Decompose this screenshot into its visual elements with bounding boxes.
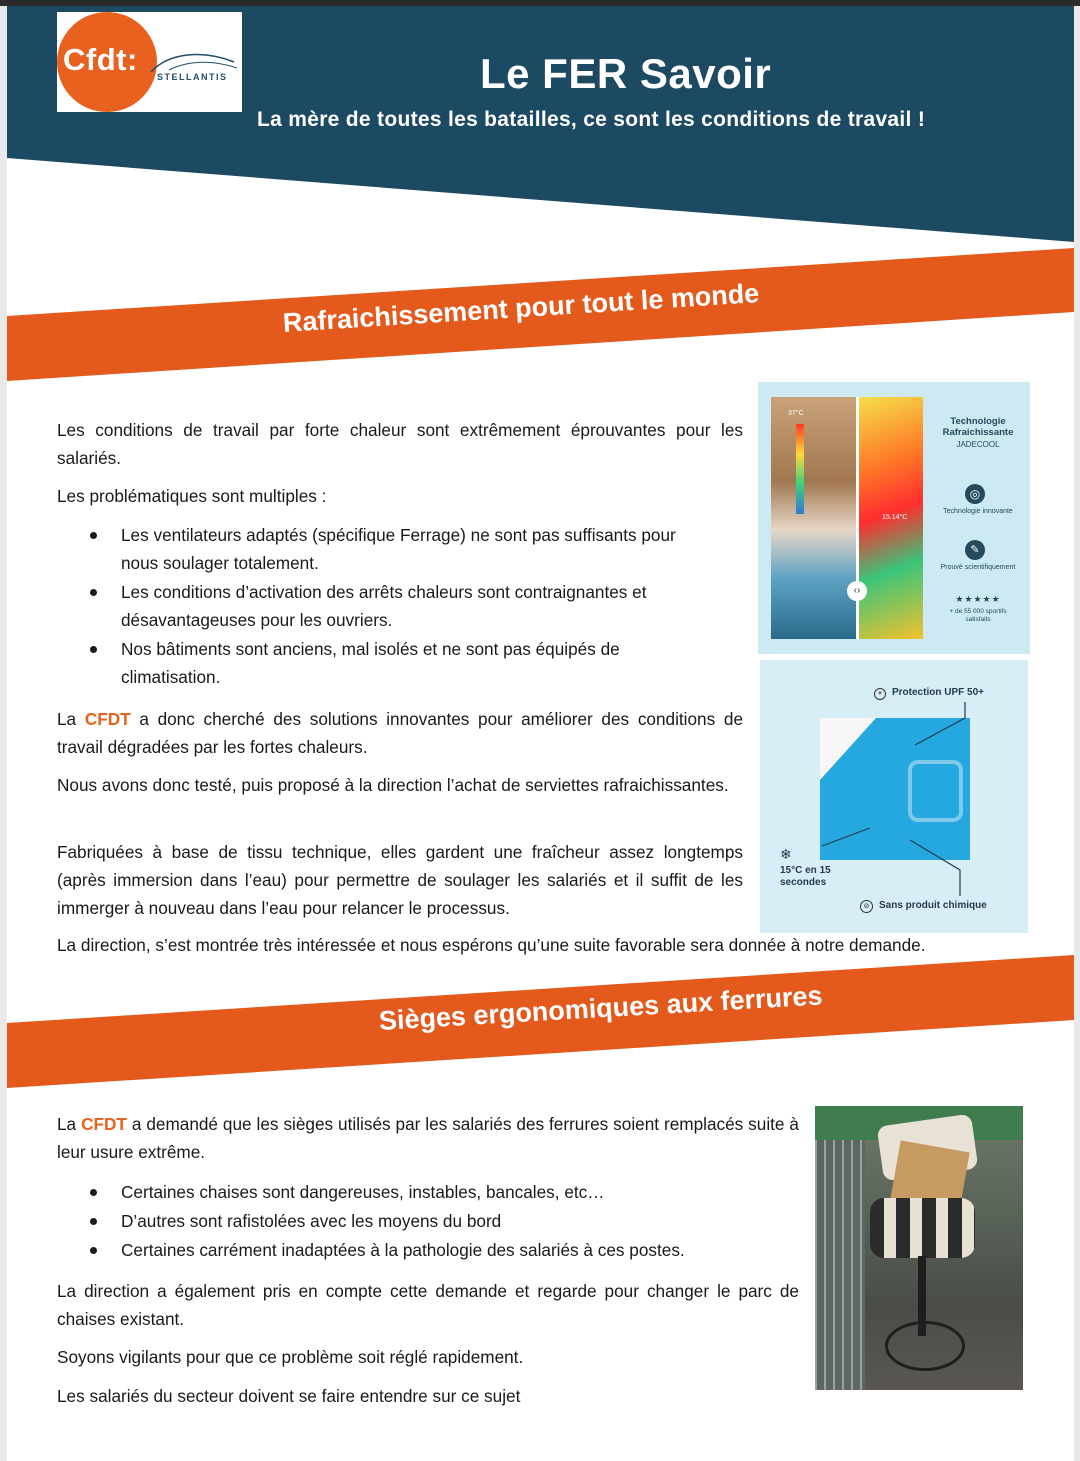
list-item: Certaines chaises sont dangereuses, instables, bancales, etc… xyxy=(57,1178,799,1206)
rating-stars: ★★★★★ xyxy=(955,594,1001,604)
cooling-towel-image xyxy=(760,660,1028,933)
list-item: Les ventilateurs adaptés (spécifique Ferrage) ne sont pas suffisants pour nous soulager totalement. xyxy=(57,521,707,577)
list-item: Certaines carrément inadaptées à la pathologie des salariés à ces postes. xyxy=(57,1236,799,1264)
list-item: Les conditions d’activation des arrêts chaleurs sont contraignantes et désavantageuses pour les ouvriers. xyxy=(57,578,707,634)
logo-text: Cfdt: xyxy=(63,42,138,77)
no-chemical-icon: ⊘ xyxy=(860,900,873,913)
worn-chair-photo xyxy=(815,1106,1023,1390)
page-subtitle: La mère de toutes les batailles, ce sont les conditions de travail ! xyxy=(257,108,926,131)
p3-rest: a donc cherché des solutions innovantes pour améliorer des conditions de travail dégradées par les fortes chaleurs. xyxy=(57,709,744,757)
p1-rest: a demandé que les sièges utilisés par les salariés des ferrures soient remplacés suite à leur usure extrême. xyxy=(57,1114,799,1162)
temp-cool-label: 15.14°C xyxy=(882,514,908,521)
cfdt-stellantis-logo xyxy=(57,12,242,112)
section2-paragraph-1 xyxy=(57,1110,799,1166)
feature-science: Prouvé scientifiquement xyxy=(940,564,1016,571)
brand-title: Technologie Rafraichissante xyxy=(942,416,1014,438)
section2-bullet-list xyxy=(57,1178,799,1265)
section2-heading: Sièges ergonomiques aux ferrures xyxy=(378,980,824,1036)
split-divider xyxy=(856,397,859,639)
label-cooling-speed: 15°C en 15 secondes xyxy=(780,865,831,888)
innovation-icon: ◎ xyxy=(965,484,985,504)
p3-prefix: La xyxy=(57,709,77,729)
callout-lines xyxy=(760,660,1028,933)
p1-prefix: La xyxy=(57,1114,77,1134)
section1-paragraph-5: Fabriquées à base de tissu technique, elles gardent une fraîcheur assez longtemps (après immersion dans l’eau) pour permettre de soulager les salariés et il suffit de les immerger à nouveau dans l’eau pour relancer le processus. xyxy=(57,842,743,918)
label-upf: Protection UPF 50+ xyxy=(892,687,984,698)
temperature-scale xyxy=(796,424,804,514)
brand-name: JADECOOL xyxy=(956,440,1000,449)
snowflake-icon: ❄ xyxy=(780,846,792,862)
logo-subtext: STELLANTIS xyxy=(157,72,228,82)
section1-heading: Rafraichissement pour tout le monde xyxy=(282,278,761,338)
photo-runners xyxy=(771,397,858,639)
photo-chair-base xyxy=(885,1321,965,1371)
slider-handle-icon: ‹› xyxy=(847,581,867,601)
label-no-chemical: Sans produit chimique xyxy=(879,900,987,911)
cfdt-mention: CFDT xyxy=(84,709,131,729)
section2-paragraph-2: La direction a également pris en compte cette demande et regarde pour changer le parc de chaises existant. xyxy=(57,1281,799,1329)
section1-paragraph-2: Les problématiques sont multiples : xyxy=(57,486,327,506)
science-icon: ✎ xyxy=(965,540,985,560)
cooling-technology-image xyxy=(758,382,1030,654)
section1-bullet-list xyxy=(57,521,707,692)
section2-paragraph-4: Les salariés du secteur doivent se faire entendre sur ce sujet xyxy=(57,1386,521,1406)
list-item: D’autres sont rafistolées avec les moyens du bord xyxy=(57,1207,799,1235)
page-title: Le FER Savoir xyxy=(480,50,772,97)
feature-innovation: Technologie innovante xyxy=(943,508,1013,515)
photo-chair-seat xyxy=(870,1198,975,1258)
section1-paragraph-4: Nous avons donc testé, puis proposé à la direction l’achat de serviettes rafraichissantes. xyxy=(57,775,729,795)
section1-paragraph-1: Les conditions de travail par forte chaleur sont extrêmement éprouvantes pour les salariés. xyxy=(57,420,743,468)
list-item: Nos bâtiments sont anciens, mal isolés et ne sont pas équipés de climatisation. xyxy=(57,635,707,691)
upf-icon: ☀ xyxy=(874,688,886,700)
section1-paragraph-3 xyxy=(57,705,743,761)
photo-wire-cage xyxy=(815,1140,865,1390)
temp-hot-label: 37°C xyxy=(788,410,804,417)
cfdt-mention: CFDT xyxy=(81,1114,127,1134)
feature-satisfied: + de 55 000 sportifs satisfaits xyxy=(949,608,1007,623)
section2-paragraph-3: Soyons vigilants pour que ce problème soit réglé rapidement. xyxy=(57,1347,524,1367)
section1-paragraph-6: La direction, s’est montrée très intéressée et nous espérons qu’une suite favorable sera donnée à notre demande. xyxy=(57,935,926,955)
